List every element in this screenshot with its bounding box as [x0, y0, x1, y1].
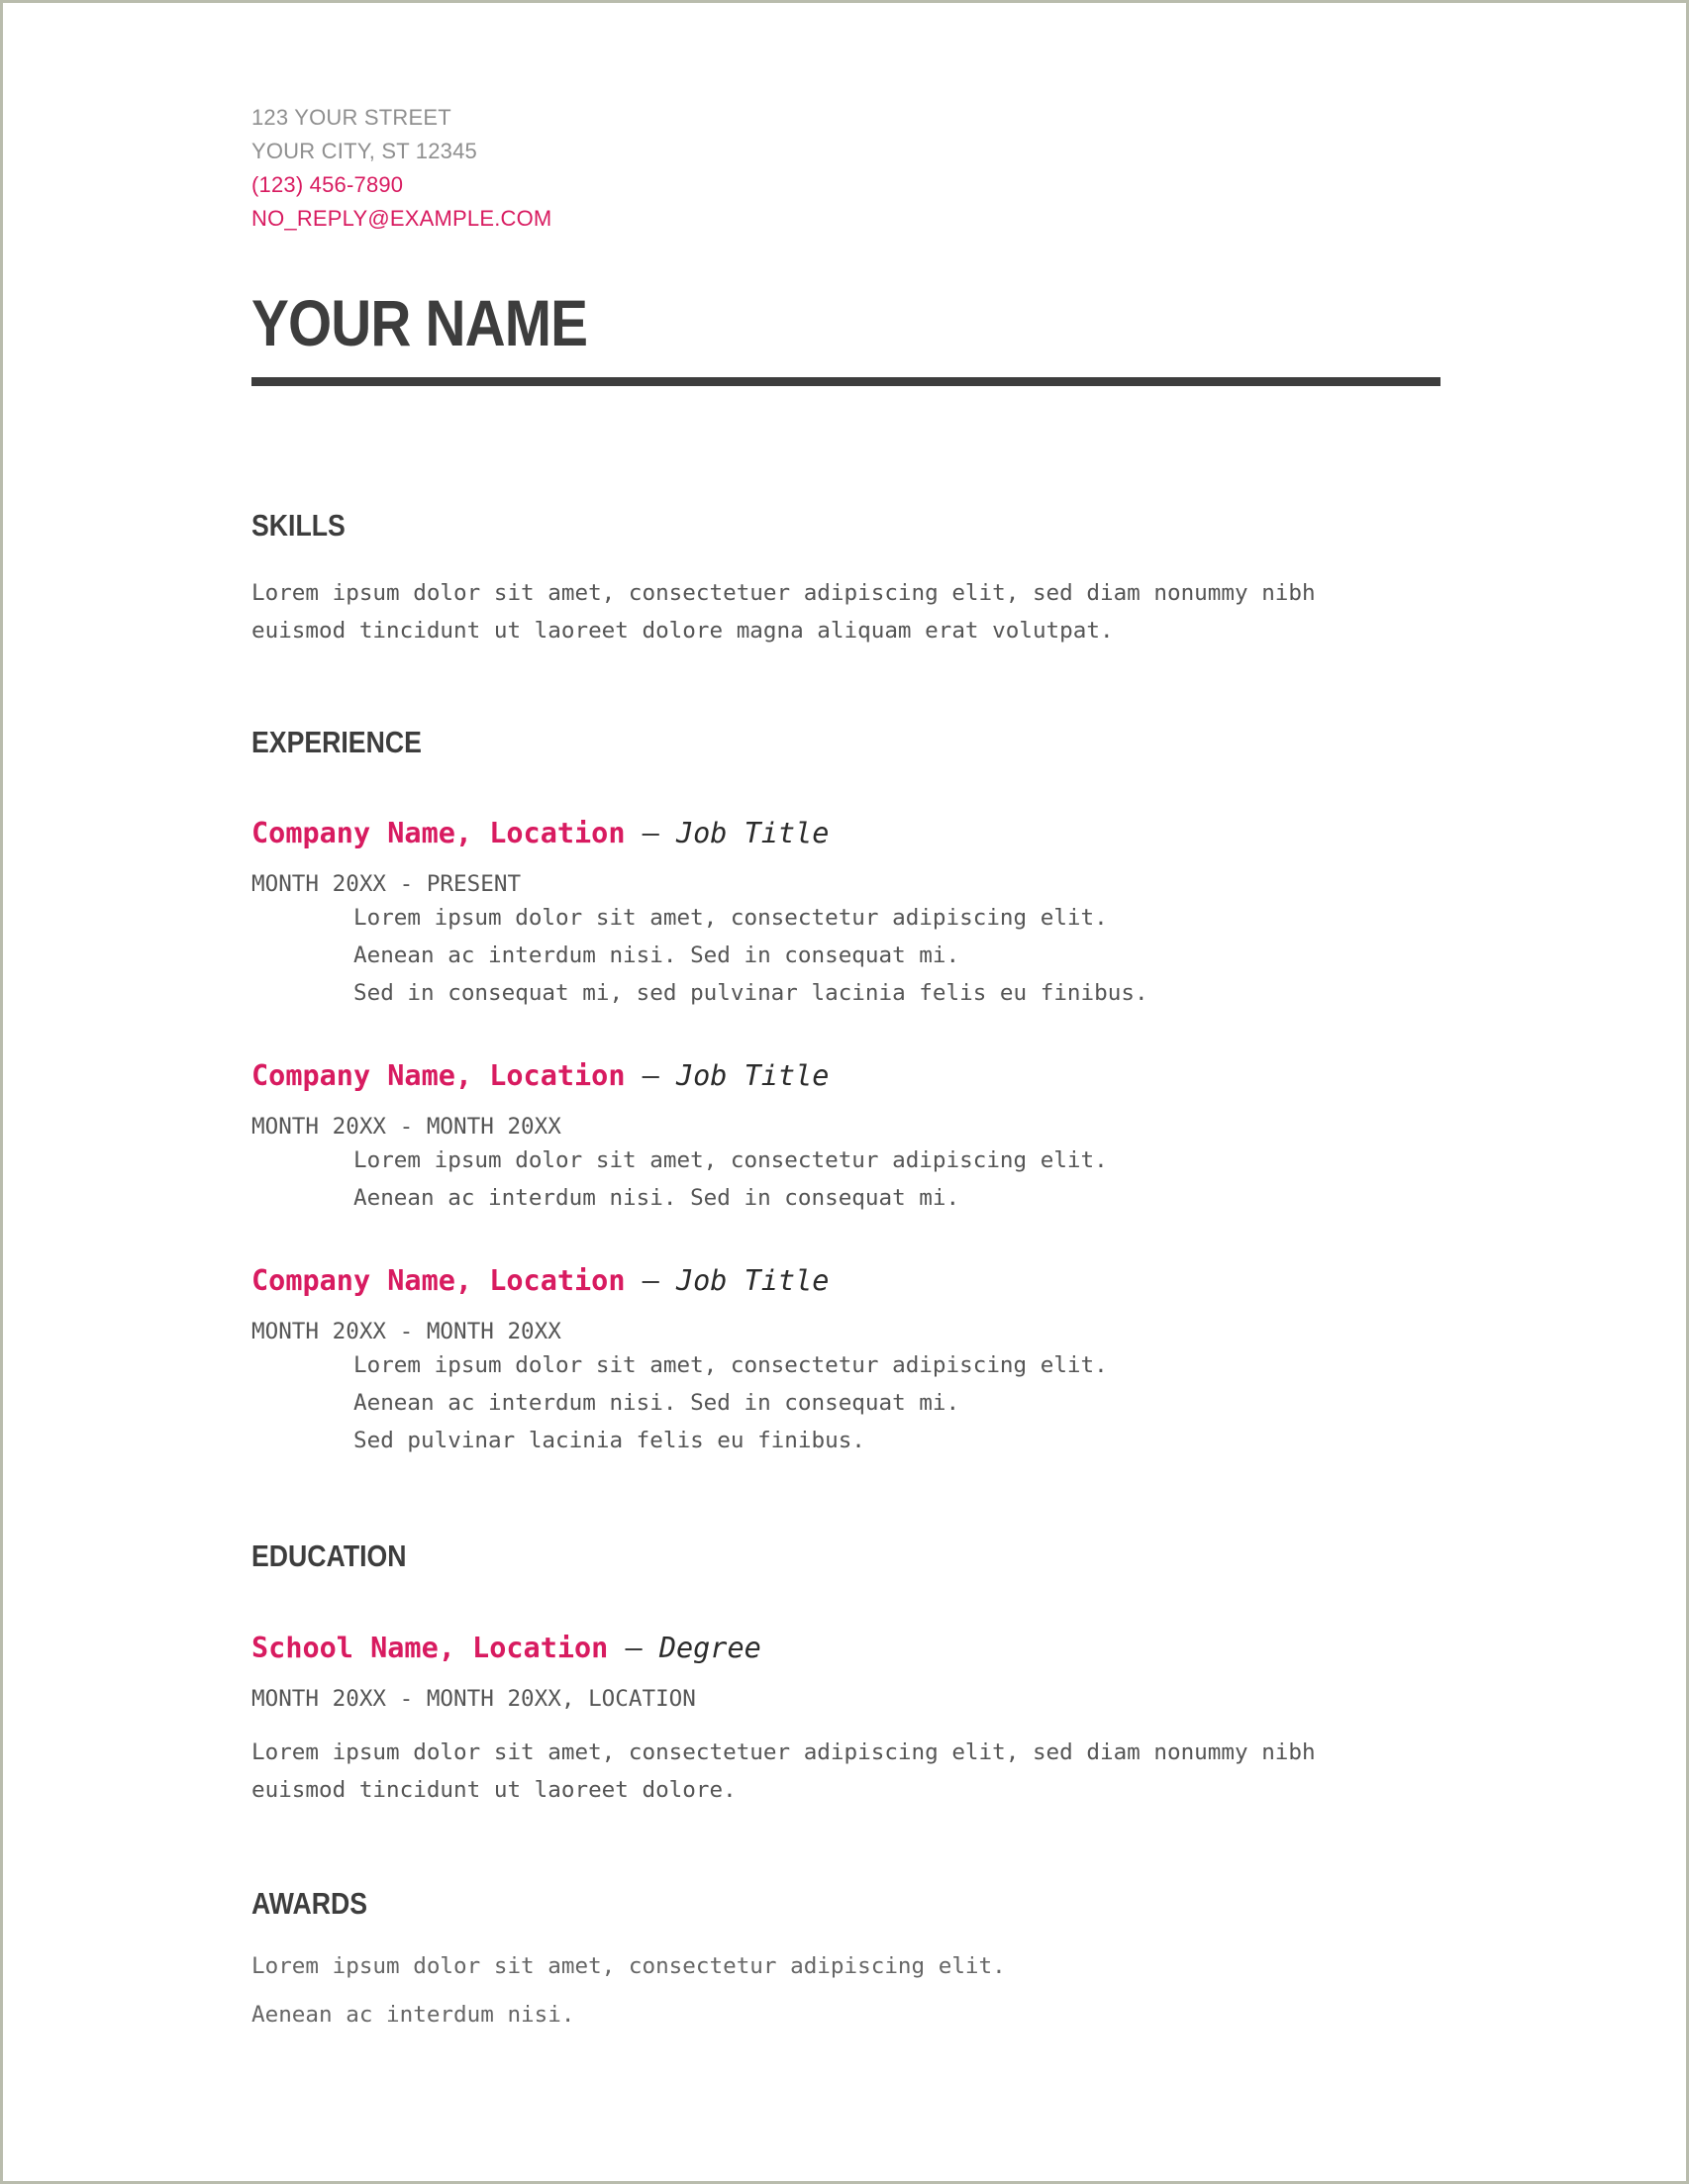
job-bullet: Sed in consequat mi, sed pulvinar lacinia felis eu finibus.: [353, 980, 1148, 1006]
job-bullet: Aenean ac interdum nisi. Sed in consequat mi.: [353, 1185, 960, 1211]
awards-line: Lorem ipsum dolor sit amet, consectetur adipiscing elit.: [251, 1953, 1006, 1979]
resume-page: [3, 3, 1686, 2181]
job-entry-title: [251, 1264, 830, 1297]
job-dates: MONTH 20XX - PRESENT: [251, 871, 522, 897]
job-bullet: Lorem ipsum dolor sit amet, consectetur adipiscing elit.: [353, 905, 1108, 931]
job-dates: MONTH 20XX - MONTH 20XX: [251, 1114, 561, 1140]
job-entry-title: [251, 817, 830, 849]
job-dates: MONTH 20XX - MONTH 20XX: [251, 1319, 561, 1344]
awards-heading: AWARDS: [251, 1886, 368, 1921]
education-line: Lorem ipsum dolor sit amet, consectetuer adipiscing elit, sed diam nonummy nibh: [251, 1739, 1316, 1765]
job-company: Company Name, Location: [251, 1264, 626, 1297]
job-bullet: Sed pulvinar lacinia felis eu finibus.: [353, 1428, 865, 1453]
title-separator: —: [625, 1264, 676, 1297]
job-title: Job Title: [675, 817, 830, 849]
job-company: Company Name, Location: [251, 1059, 626, 1092]
job-bullet: Lorem ipsum dolor sit amet, consectetur adipiscing elit.: [353, 1352, 1108, 1378]
contact-street: 123 YOUR STREET: [251, 105, 451, 130]
education-heading: EDUCATION: [251, 1539, 407, 1573]
title-separator: —: [625, 817, 676, 849]
contact-city: YOUR CITY, ST 12345: [251, 139, 477, 163]
experience-heading: EXPERIENCE: [251, 725, 422, 759]
degree: Degree: [658, 1632, 761, 1664]
job-title: Job Title: [675, 1264, 830, 1297]
resume-name: YOUR NAME: [251, 286, 588, 359]
skills-heading: SKILLS: [251, 508, 346, 543]
title-separator: —: [608, 1632, 659, 1664]
job-bullet: Aenean ac interdum nisi. Sed in consequat mi.: [353, 1390, 960, 1416]
job-bullet: Lorem ipsum dolor sit amet, consectetur adipiscing elit.: [353, 1147, 1108, 1173]
education-line: euismod tincidunt ut laoreet dolore.: [251, 1777, 737, 1803]
skills-line: euismod tincidunt ut laoreet dolore magna aliquam erat volutpat.: [251, 618, 1114, 644]
job-bullet: Aenean ac interdum nisi. Sed in consequat mi.: [353, 943, 960, 968]
job-title: Job Title: [675, 1059, 830, 1092]
name-divider: [251, 377, 1441, 386]
school-name: School Name, Location: [251, 1632, 609, 1664]
skills-line: Lorem ipsum dolor sit amet, consectetuer adipiscing elit, sed diam nonummy nibh: [251, 580, 1316, 606]
job-company: Company Name, Location: [251, 817, 626, 849]
education-dates: MONTH 20XX - MONTH 20XX, LOCATION: [251, 1686, 696, 1712]
contact-email[interactable]: NO_REPLY@EXAMPLE.COM: [251, 206, 552, 231]
job-entry-title: [251, 1059, 830, 1092]
title-separator: —: [625, 1059, 676, 1092]
contact-phone[interactable]: (123) 456-7890: [251, 172, 404, 197]
awards-line: Aenean ac interdum nisi.: [251, 2002, 575, 2028]
education-entry-title: [251, 1632, 761, 1664]
